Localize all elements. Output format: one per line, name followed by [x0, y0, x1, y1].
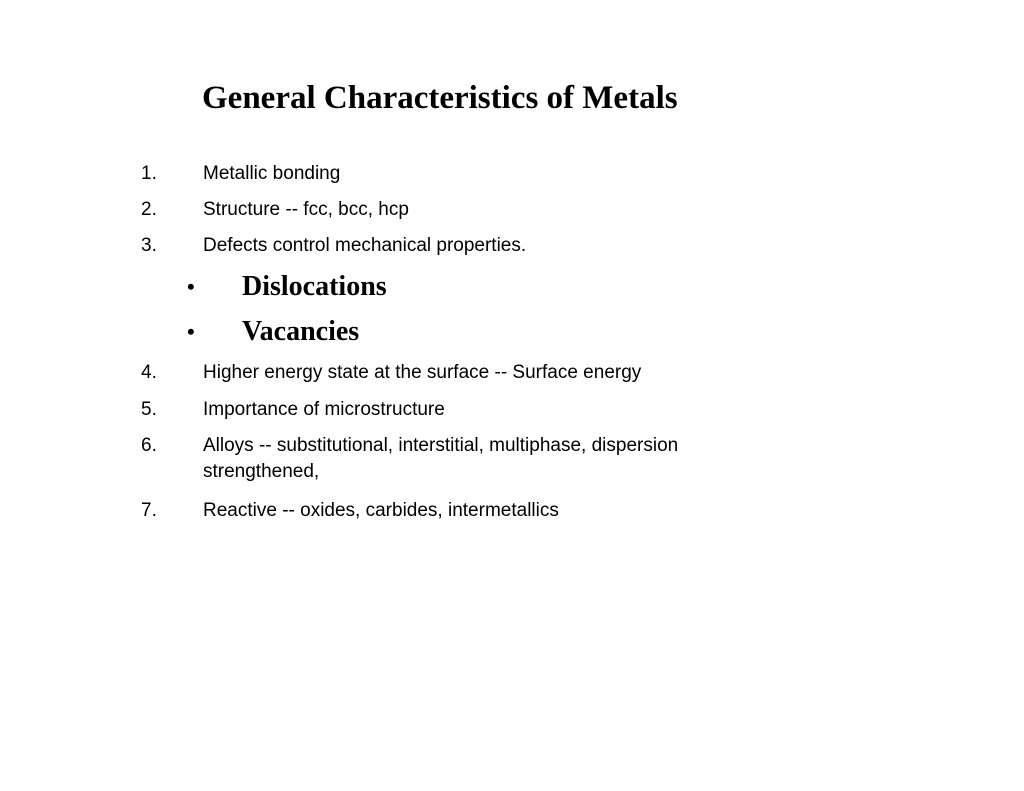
- list-item-text: Higher energy state at the surface -- Surface energy: [203, 362, 642, 383]
- list-item-number: 2.: [141, 199, 157, 220]
- sub-list-item-text: Dislocations: [242, 271, 387, 302]
- list-item-text: Reactive -- oxides, carbides, intermetallics: [203, 500, 559, 521]
- list-item-number: 5.: [141, 399, 157, 420]
- list-item-number: 4.: [141, 362, 157, 383]
- list-item-text: Metallic bonding: [203, 163, 341, 184]
- list-item-text: Structure -- fcc, bcc, hcp: [203, 199, 409, 220]
- bullet-icon: •: [187, 319, 195, 344]
- list-item-number: 3.: [141, 235, 157, 256]
- list-item-number: 7.: [141, 500, 157, 521]
- sub-list-item-text: Vacancies: [242, 316, 360, 347]
- list-item-text: Importance of microstructure: [203, 399, 445, 420]
- slide-title: General Characteristics of Metals: [202, 80, 678, 116]
- list-item-number: 1.: [141, 163, 157, 184]
- list-item-number: 6.: [141, 435, 157, 456]
- bullet-icon: •: [187, 274, 195, 299]
- list-item-text: Alloys -- substitutional, interstitial, multiphase, dispersion strengthened,: [203, 435, 679, 482]
- list-item-text: Defects control mechanical properties.: [203, 235, 527, 256]
